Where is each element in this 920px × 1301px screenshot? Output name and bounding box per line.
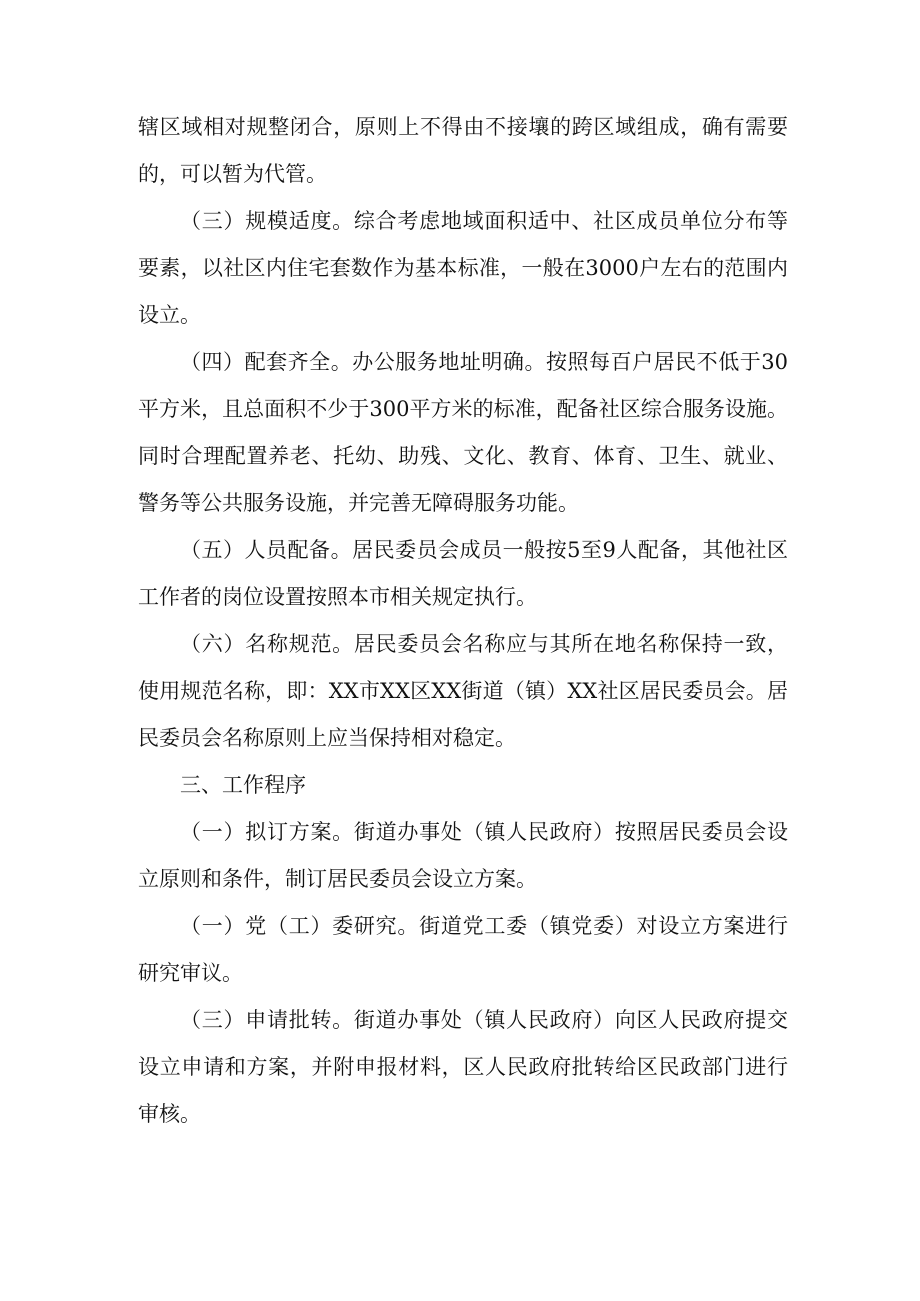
- paragraph-application: （三）申请批转。街道办事处（镇人民政府）向区人民政府提交设立申请和方案，并附申报材料，区人民政府批转给区民政部门进行审核。: [138, 1008, 788, 1126]
- paragraph-staffing: （五）人员配备。居民委员会成员一般按5至9人配备，其他社区工作者的岗位设置按照本市相关规定执行。: [138, 538, 788, 609]
- paragraph-draft-plan: （一）拟订方案。街道办事处（镇人民政府）按照居民委员会设立原则和条件，制订居民委员会设立方案。: [138, 820, 788, 891]
- document-body: [138, 104, 788, 1138]
- paragraph-party-review: （一）党（工）委研究。街道党工委（镇党委）对设立方案进行研究审议。: [138, 914, 788, 985]
- paragraph-scale: （三）规模适度。综合考虑地域面积适中、社区成员单位分布等要素，以社区内住宅套数作为基本标准，一般在3000户左右的范围内设立。: [138, 209, 788, 327]
- paragraph-facilities: （四）配套齐全。办公服务地址明确。按照每百户居民不低于30平方米，且总面积不少于300平方米的标准，配备社区综合服务设施。同时合理配置养老、托幼、助残、文化、教育、体育、卫生、就业、警务等公共服务设施，并完善无障碍服务功能。: [138, 350, 788, 515]
- paragraph-naming: （六）名称规范。居民委员会名称应与其所在地名称保持一致，使用规范名称，即：XX市XX区XX街道（镇）XX社区居民委员会。居民委员会名称原则上应当保持相对稳定。: [138, 632, 788, 750]
- paragraph-continuation: 辖区域相对规整闭合，原则上不得由不接壤的跨区域组成，确有需要的，可以暂为代管。: [138, 115, 788, 186]
- section-heading: 三、工作程序: [180, 773, 306, 797]
